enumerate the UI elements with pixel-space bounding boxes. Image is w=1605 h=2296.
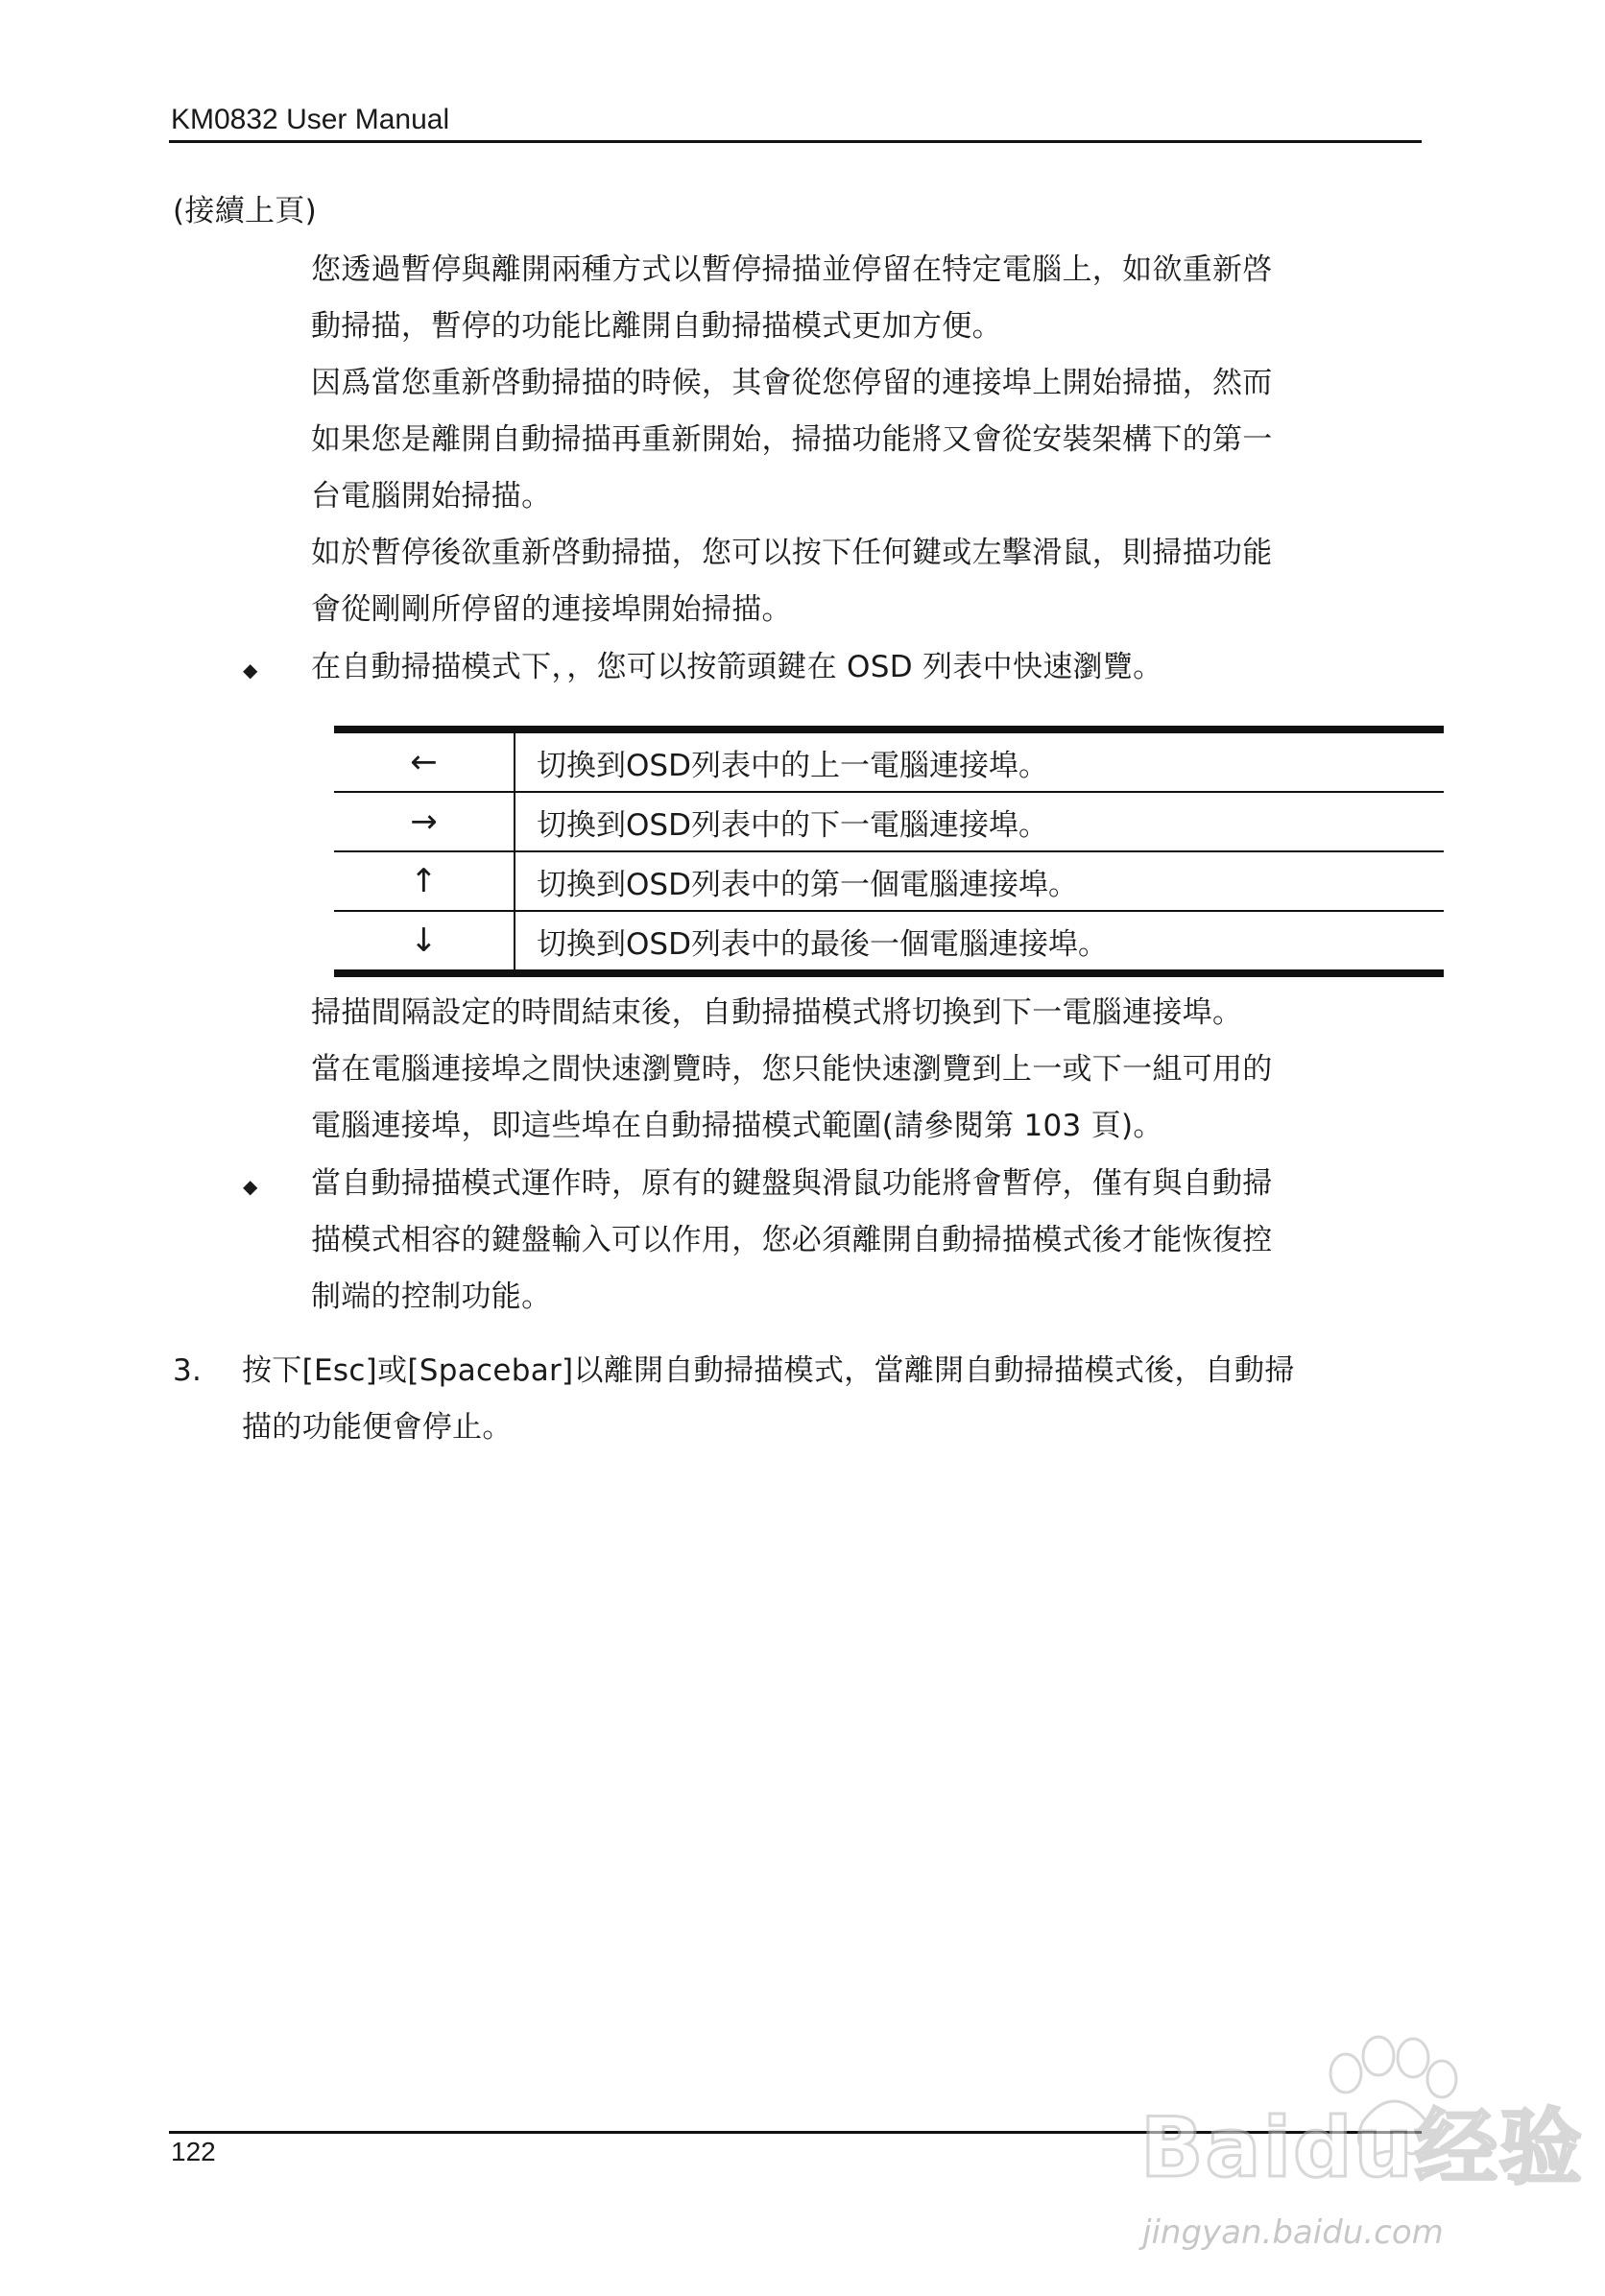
table-row [334, 729, 1444, 792]
para1-line-5: 台電腦開始掃描。 [311, 479, 552, 514]
table-row [334, 911, 1444, 973]
para1-line-6: 如於暫停後欲重新啓動掃描，您可以按下任何鍵或左擊滑鼠，則掃描功能 [311, 536, 1273, 570]
header-rule [169, 140, 1422, 143]
key-description: 切換到OSD列表中的第一個電腦連接埠。 [515, 851, 1444, 911]
bullet-icon: ◆ [243, 1175, 258, 1198]
para2-line-2: 當在電腦連接埠之間快速瀏覽時，您只能快速瀏覽到上一或下一組可用的 [311, 1052, 1273, 1087]
step3-line-1: 按下[Esc]或[Spacebar]以離開自動掃描模式，當離開自動掃描模式後，自動掃 [242, 1353, 1295, 1388]
left-arrow-key: ← [334, 729, 515, 792]
key-description: 切換到OSD列表中的上一電腦連接埠。 [515, 729, 1444, 792]
para1-line-4: 如果您是離開自動掃描再重新開始，掃描功能將又會從安裝架構下的第一 [311, 422, 1273, 457]
para2-line-3: 電腦連接埠，即這些埠在自動掃描模式範圍(請參閱第 103 頁)。 [311, 1109, 1163, 1143]
continued-label: (接續上頁) [173, 194, 317, 228]
page-number: 122 [171, 2137, 216, 2166]
step-number: 3. [173, 1353, 203, 1388]
bullet2-line-1: 當自動掃描模式運作時，原有的鍵盤與滑鼠功能將會暫停，僅有與自動掃 [311, 1166, 1273, 1201]
right-arrow-key: → [334, 792, 515, 851]
down-arrow-key: ↓ [334, 911, 515, 973]
baidu-watermark [1123, 2035, 1584, 2275]
watermark-brand: Baidu经验 [1140, 2100, 1584, 2196]
para2-line-1: 掃描間隔設定的時間結束後，自動掃描模式將切換到下一電腦連接埠。 [311, 995, 1243, 1030]
bullet2-line-2: 描模式相容的鍵盤輸入可以作用，您必須離開自動掃描模式後才能恢復控 [311, 1223, 1273, 1257]
step3-line-2: 描的功能便會停止。 [242, 1410, 513, 1445]
watermark-url: jingyan.baidu.com [1142, 2213, 1444, 2252]
table-row [334, 792, 1444, 851]
bullet-icon: ◆ [243, 658, 258, 682]
up-arrow-key: ↑ [334, 851, 515, 911]
key-description: 切換到OSD列表中的下一電腦連接埠。 [515, 792, 1444, 851]
table-row [334, 851, 1444, 911]
bullet2-line-3: 制端的控制功能。 [311, 1280, 552, 1314]
para1-line-1: 您透過暫停與離開兩種方式以暫停掃描並停留在特定電腦上，如欲重新啓 [311, 252, 1273, 287]
arrow-key-table [334, 726, 1444, 977]
para1-line-2: 動掃描，暫停的功能比離開自動掃描模式更加方便。 [311, 309, 1002, 344]
para1-line-7: 會從剛剛所停留的連接埠開始掃描。 [311, 592, 792, 627]
key-description: 切換到OSD列表中的最後一個電腦連接埠。 [537, 926, 1108, 962]
para1-line-3: 因爲當您重新啓動掃描的時候，其會從您停留的連接埠上開始掃描，然而 [311, 366, 1273, 400]
header-title: KM0832 User Manual [171, 104, 450, 135]
bullet1-text: 在自動掃描模式下，，您可以按箭頭鍵在 OSD 列表中快速瀏覽。 [311, 650, 1163, 684]
